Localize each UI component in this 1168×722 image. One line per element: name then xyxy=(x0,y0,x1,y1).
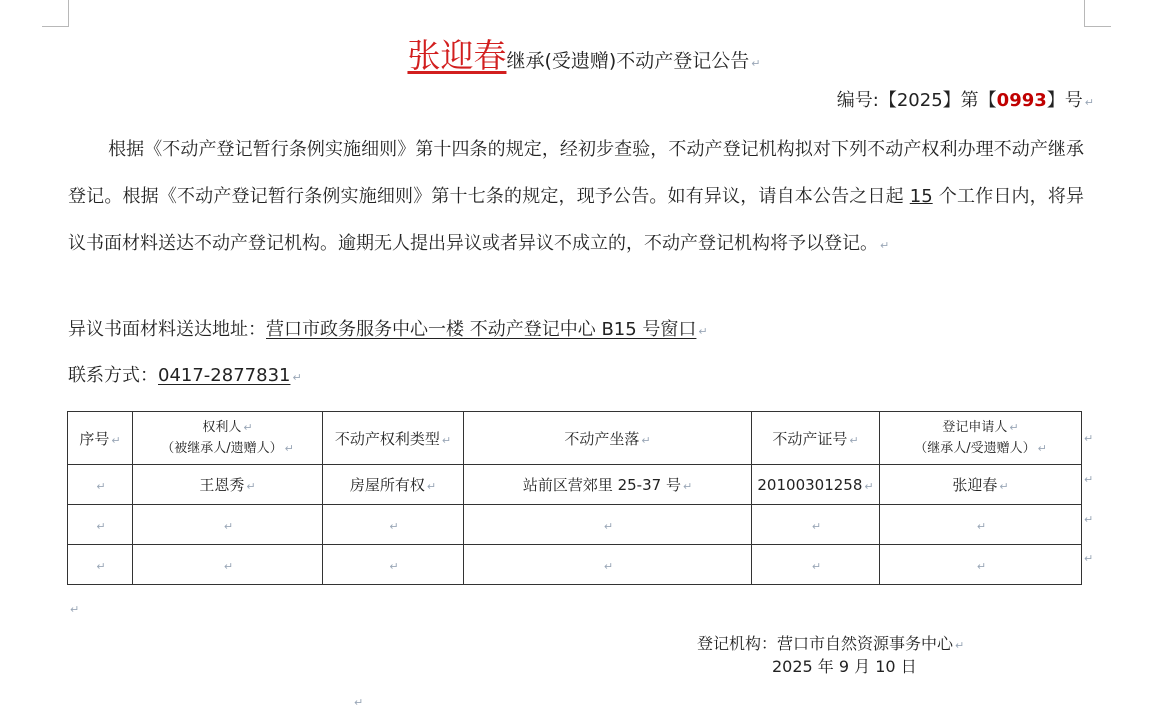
header-location: 不动产坐落 ↵ xyxy=(464,412,752,465)
paragraph-mark-icon: ↵ xyxy=(880,239,890,252)
property-table xyxy=(67,411,1082,585)
address-line xyxy=(68,315,708,341)
paragraph-mark-icon: ↵ xyxy=(751,57,761,70)
notice-title xyxy=(0,30,1168,77)
header-holder: 权利人 ↵ （被继承人/遗赠人） ↵ xyxy=(133,412,323,465)
paragraph-mark-icon: ↵ xyxy=(1084,432,1094,445)
cell-holder: ↵ xyxy=(133,545,323,585)
objection-days: 15 xyxy=(909,186,933,207)
cell-type: ↵ xyxy=(323,505,464,545)
cell-seq: ↵ xyxy=(68,505,133,545)
contact-line xyxy=(68,361,302,387)
table-row xyxy=(68,545,1082,585)
address-value: 营口市政务服务中心一楼 不动产登记中心 B15 号窗口 xyxy=(266,319,697,340)
notice-date: 2025 年 9 月 10 日 xyxy=(772,657,917,676)
paragraph-mark-icon: ↵ xyxy=(292,371,302,384)
cell-applicant: 张迎春 ↵ xyxy=(880,465,1082,505)
header-seq: 序号 ↵ xyxy=(68,412,133,465)
paragraph-mark-icon: ↵ xyxy=(698,325,708,338)
notice-body xyxy=(68,126,1084,269)
registration-agency: 登记机构：营口市自然资源事务中心 ↵ xyxy=(697,634,965,653)
contact-label: 联系方式： xyxy=(68,365,158,386)
cell-location: ↵ xyxy=(464,505,752,545)
header-applicant: 登记申请人 ↵ （继承人/受遗赠人） ↵ xyxy=(880,412,1082,465)
cell-seq: ↵ xyxy=(68,545,133,585)
title-text: 继承(受遗赠)不动产登记公告 xyxy=(506,50,750,72)
table-row xyxy=(68,505,1082,545)
table-header-row xyxy=(68,412,1082,465)
cell-applicant: ↵ xyxy=(880,505,1082,545)
applicant-name-title: 张迎春 xyxy=(407,36,507,75)
body-part2: 个工作日内，将异议书面材料送达不动产登记机构。逾期无人提出异议或者异议不成立的，不动产登记机构将予以登记。 xyxy=(68,186,1085,254)
paragraph-mark-icon: ↵ xyxy=(1084,552,1094,565)
address-label: 异议书面材料送达地址： xyxy=(68,319,266,340)
crop-mark-top-left xyxy=(42,0,69,27)
header-type: 不动产权利类型 ↵ xyxy=(323,412,464,465)
cell-location: ↵ xyxy=(464,545,752,585)
paragraph-mark-icon: ↵ xyxy=(1084,513,1094,526)
notice-year: 2025 xyxy=(896,90,943,111)
cell-type: 房屋所有权 ↵ xyxy=(323,465,464,505)
cell-type: ↵ xyxy=(323,545,464,585)
crop-mark-top-right xyxy=(1084,0,1111,27)
cell-applicant: ↵ xyxy=(880,545,1082,585)
cell-location: 站前区营郊里 25-37 号 ↵ xyxy=(464,465,752,505)
notice-number: 编号:【2025】第【0993】号 ↵ xyxy=(836,90,1094,111)
cell-cert: ↵ xyxy=(752,545,880,585)
paragraph-mark-icon: ↵ xyxy=(1084,473,1094,486)
cell-seq: ↵ xyxy=(68,465,133,505)
contact-value: 0417-2877831 xyxy=(158,365,291,386)
paragraph-mark-icon: ↵ xyxy=(1084,96,1094,109)
header-cert: 不动产证号 ↵ xyxy=(752,412,880,465)
cell-cert: 20100301258 ↵ xyxy=(752,465,880,505)
cell-holder: ↵ xyxy=(133,505,323,545)
body-part1: 根据《不动产登记暂行条例实施细则》第十四条的规定，经初步查验，不动产登记机构拟对下列不动产权利办理不动产继承登记。根据《不动产登记暂行条例实施细则》第十七条的规定，现予公告。如有异议，请自本公告之日起 xyxy=(68,139,1084,207)
notice-seq: 0993 xyxy=(996,90,1047,111)
paragraph-mark-icon: ↵ xyxy=(70,603,80,616)
table-row xyxy=(68,465,1082,505)
cell-holder: 王恩秀 ↵ xyxy=(133,465,323,505)
paragraph-mark-icon: ↵ xyxy=(354,696,364,709)
cell-cert: ↵ xyxy=(752,505,880,545)
